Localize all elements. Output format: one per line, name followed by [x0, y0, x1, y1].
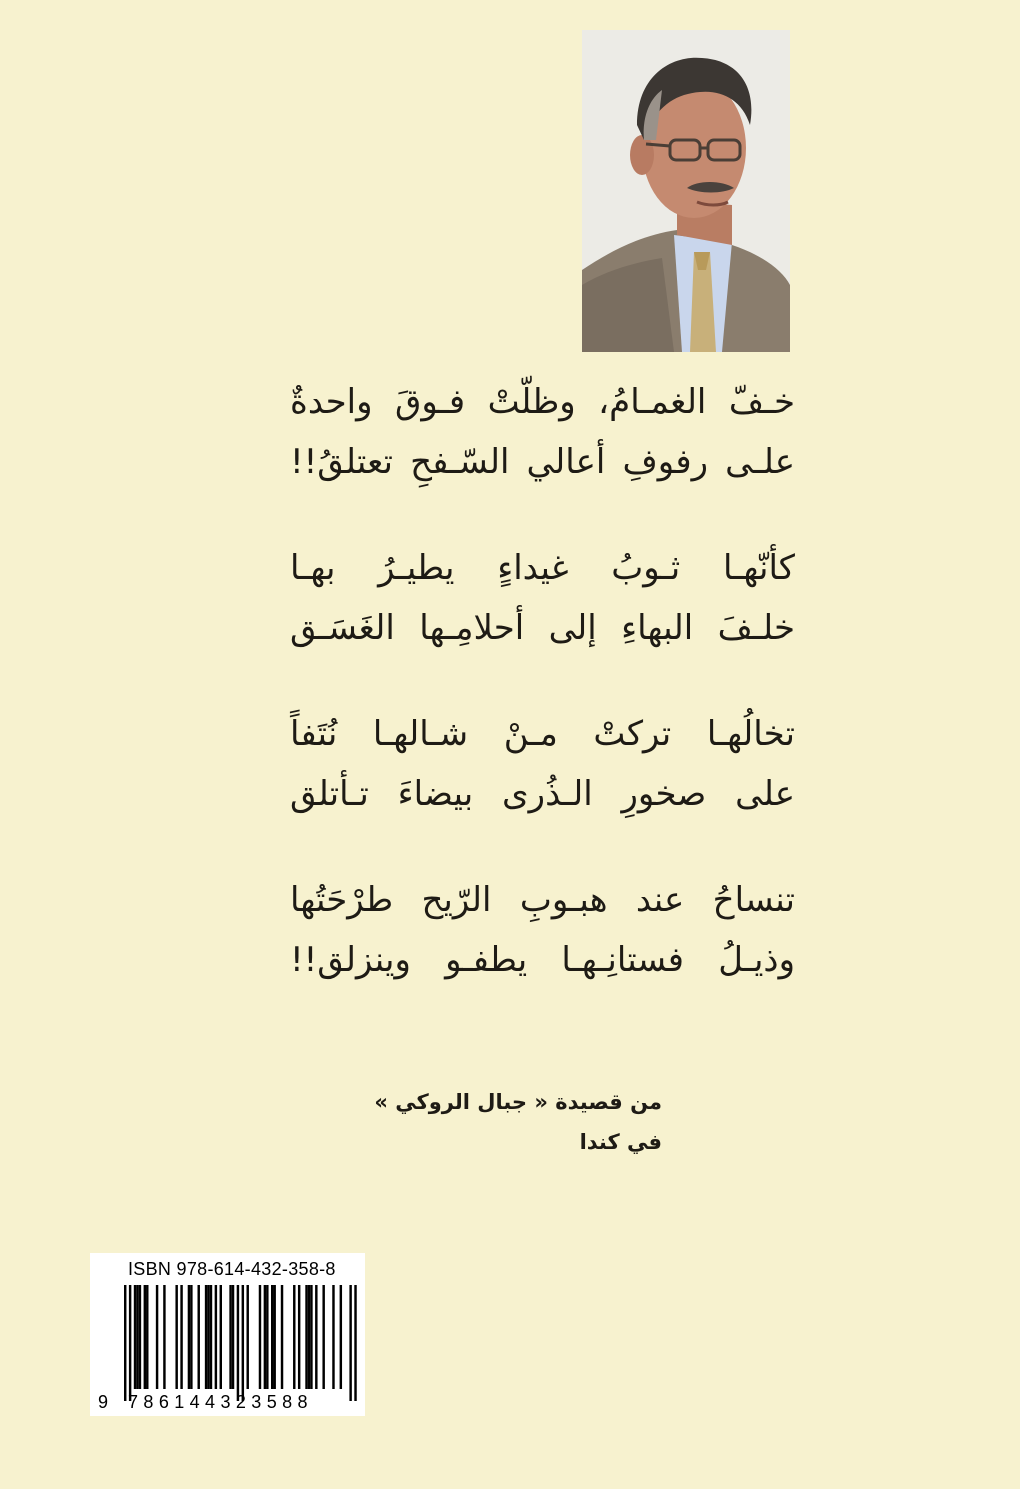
barcode-bar: [266, 1285, 268, 1389]
barcode-bar: [124, 1285, 126, 1401]
barcode-bar: [190, 1285, 192, 1389]
barcode-bar: [144, 1285, 146, 1389]
barcode-bar: [237, 1285, 239, 1401]
barcode-bar: [146, 1285, 148, 1389]
barcode-bar: [156, 1285, 158, 1389]
poem-source-caption: [340, 1082, 662, 1162]
barcode-bar: [198, 1285, 200, 1389]
barcode-bar: [220, 1285, 222, 1389]
caption-line-1: من قصيدة « جبال الروكي »: [374, 1090, 662, 1114]
barcode-bar: [354, 1285, 356, 1401]
barcode-bar: [308, 1285, 310, 1389]
barcode-bar: [315, 1285, 317, 1389]
barcode-digit-string: 786144323588: [128, 1392, 313, 1412]
barcode-bar: [175, 1285, 177, 1389]
poem-stanza-2: [290, 538, 795, 658]
barcode-bar: [298, 1285, 300, 1389]
isbn-label: ISBN 978-614-432-358-8: [128, 1259, 336, 1279]
barcode-bar: [210, 1285, 212, 1389]
verse: تخالُهـا تركتْ مـنْ شـالهـا نُتَفاً: [290, 714, 795, 754]
barcode-bar: [229, 1285, 231, 1389]
barcode-bar: [215, 1285, 217, 1389]
barcode-bar: [271, 1285, 273, 1389]
barcode-bar: [139, 1285, 141, 1389]
barcode-bar: [134, 1285, 136, 1389]
barcode-bar: [310, 1285, 312, 1389]
barcode-bar: [136, 1285, 138, 1389]
poem-stanza-1: [290, 372, 795, 492]
poem-stanza-4: [290, 870, 795, 990]
poem-stanza-3: [290, 704, 795, 824]
barcode-bar: [293, 1285, 295, 1389]
barcode-bar: [273, 1285, 275, 1389]
verse: خـفّ الغمـامُ، وظلّتْ فـوقَ واحدةٌ: [290, 382, 795, 422]
barcode-bar: [264, 1285, 266, 1389]
barcode-bar: [205, 1285, 207, 1389]
barcode-bar: [322, 1285, 324, 1389]
barcode-bar: [242, 1285, 244, 1401]
barcode-bar: [163, 1285, 165, 1389]
author-photo: [582, 30, 790, 352]
barcode-bar: [281, 1285, 283, 1389]
verse: على صخورِ الـذُرى بيضاءَ تـأتلق: [290, 774, 795, 814]
barcode-bar: [259, 1285, 261, 1389]
barcode-bar: [232, 1285, 234, 1389]
barcode-bar: [305, 1285, 307, 1389]
isbn-barcode: [90, 1253, 365, 1416]
barcode-lead-digit: 9: [98, 1392, 109, 1412]
verse: خلـفَ البهاءِ إلى أحلامِـها الغَسَـق: [290, 608, 795, 648]
verse: علـى رفوفِ أعالي السّـفحِ تعتلقُ!!: [290, 442, 795, 482]
verse: وذيـلُ فستانِـهـا يطفـو وينزلق!!: [290, 940, 795, 980]
barcode-bar: [129, 1285, 131, 1401]
barcode-bar: [180, 1285, 182, 1389]
poem: [290, 372, 795, 1036]
verse: تنساحُ عند هبـوبِ الرّيح طرْحَتُها: [290, 880, 795, 920]
verse: كأنّهـا ثـوبُ غيداءٍ يطيـرُ بهـا: [290, 548, 795, 588]
barcode-bar: [332, 1285, 334, 1389]
barcode-bar: [349, 1285, 351, 1401]
barcode-bar: [207, 1285, 209, 1389]
barcode-bar: [340, 1285, 342, 1389]
barcode-bar: [188, 1285, 190, 1389]
caption-line-2: في كندا: [579, 1130, 662, 1154]
barcode-bar: [247, 1285, 249, 1389]
